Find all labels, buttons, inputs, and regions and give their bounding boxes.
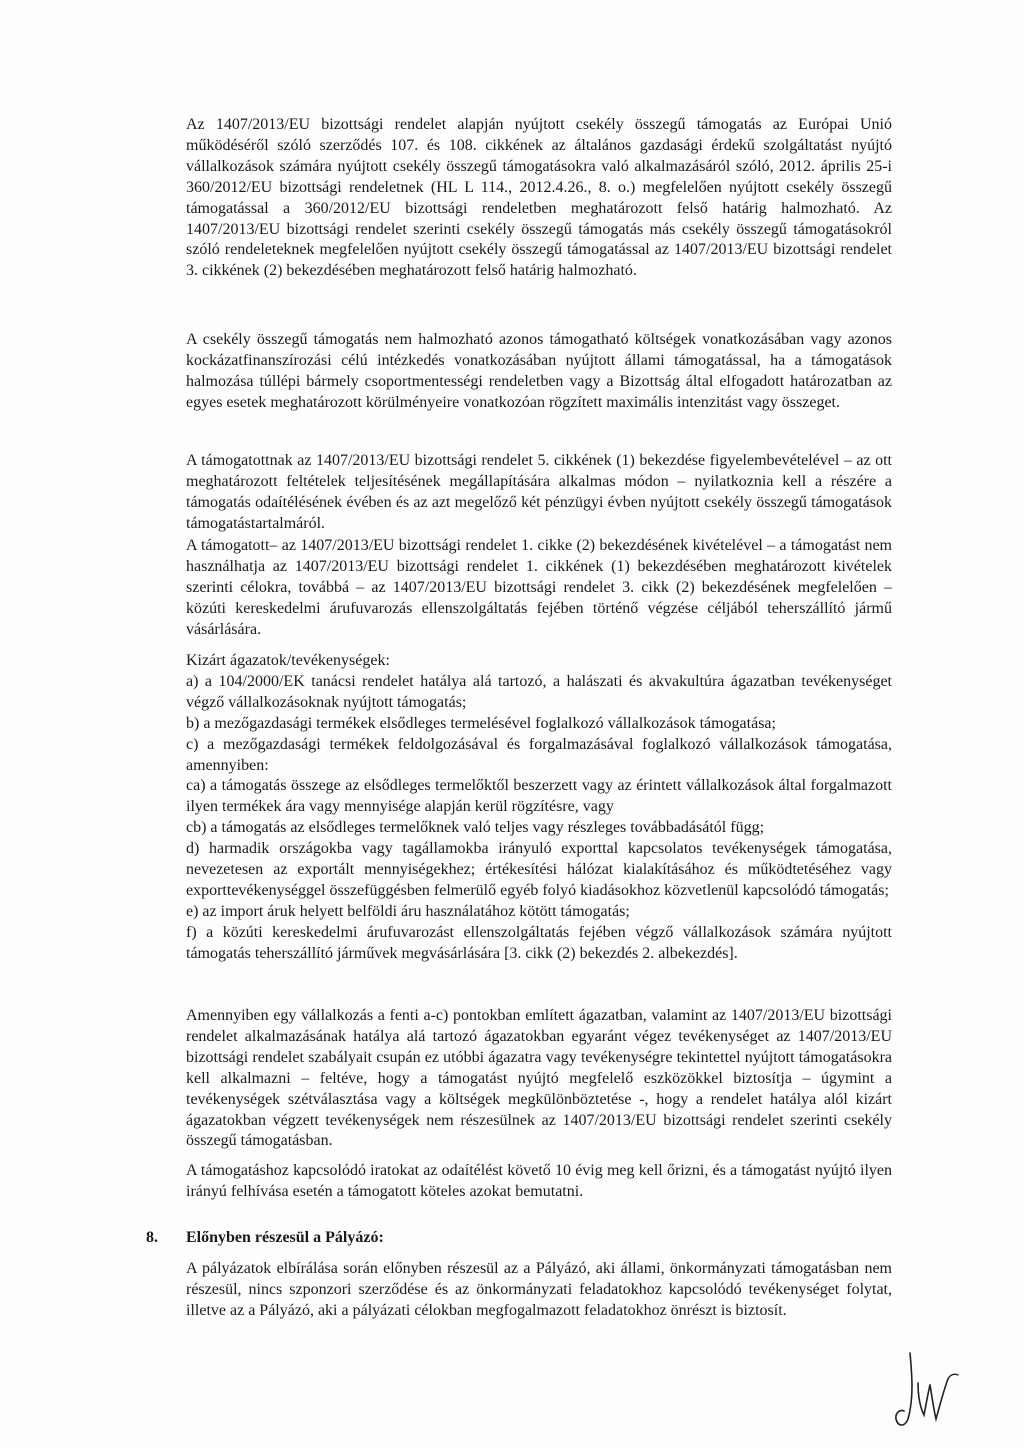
- paragraph-document-retention: A támogatáshoz kapcsolódó iratokat az odaítélést követő 10 évig meg kell őrizni, és a támogatást nyújtó ilyen irányú felhívása esetén a támogatott köteles azokat bemutatni.: [186, 1162, 892, 1200]
- exclusion-item-cb: cb) a támogatás az elsődleges termelőknek való teljes vagy részleges továbbadásától függ;: [186, 819, 765, 837]
- exclusion-item-f: f) a közúti kereskedelmi árufuvarozást ellenszolgáltatás fejében végző vállalkozások számára nyújtott támogatás teherszállító járművek megvásárlására [3. cikk (2) bekezdés 2. albekezdés].: [186, 923, 892, 962]
- section-8-heading: [146, 1227, 384, 1248]
- exclusions-list: [186, 651, 892, 965]
- exclusion-item-c: c) a mezőgazdasági termékek feldolgozásával és forgalmazásával foglalkozó vállalkozások támogatása, amennyiben:: [186, 735, 892, 774]
- exclusion-item-d: d) harmadik országokba vagy tagállamokba irányuló exporttal kapcsolatos tevékenységek támogatása, nevezetesen az exportált mennyiségekhez; értékesítési hálózat kialakításához és működtetéséhez vagy exporttevékenységgel összefüggésben felmerülő egyéb folyó kiadásokhoz közvetlenül kapcsolódó támogatás;: [186, 840, 892, 899]
- exclusion-item-ca: ca) a támogatás összege az elsődleges termelőktől beszerzett vagy az érintett vállalkozások által forgalmazott ilyen termékek ára vagy mennyisége alapján kerül rögzítésre, vagy: [186, 777, 892, 816]
- exclusion-item-e: e) az import áruk helyett belföldi áru használatához kötött támogatás;: [186, 902, 630, 920]
- handwritten-signature: [888, 1335, 968, 1435]
- exclusions-title: Kizárt ágazatok/tevékenységek:: [186, 652, 390, 669]
- paragraph-no-cumulation: A csekély összegű támogatás nem halmozható azonos támogatható költségek vonatkozásában vagy azonos kockázatfinanszírozási célú intézkedés vonatkozásában nyújtott állami támogatással, ha a támogatások halmozása túllépi bármely csoportmentességi rendeletben vagy a Bizottság által elfogadott határozatban az egyes esetek meghatározott körülményeire vonatkozóan rögzített maximális intenzitást vagy összeget.: [186, 331, 892, 411]
- section-8-text: A pályázatok elbírálása során előnyben részesül az a Pályázó, aki állami, önkormányzati támogatásban nem részesül, nincs szponzori szerződése és az önkormányzati feladatokhoz kapcsolódó tevékenységet folytat, illetve az a Pályázó, aki a pályázati célokban megfogalmazott feladatokhoz önrészt is biztosít.: [186, 1260, 892, 1319]
- exclusion-item-a: a) a 104/2000/EK tanácsi rendelet hatálya alá tartozó, a halászati és akvakultúra ágazatban tevékenységet végző vállalkozásoknak nyújtott támogatás;: [186, 672, 892, 711]
- section-8-title: Előnyben részesül a Pályázó:: [186, 1229, 384, 1246]
- paragraph-restrictions: A támogatott– az 1407/2013/EU bizottsági rendelet 1. cikke (2) bekezdésének kivételével – a támogatást nem használhatja az 1407/2013/EU bizottsági rendelet 1. cikkének (1) bekezdésében meghatározott kivételek szerinti célokra, továbbá – az 1407/2013/EU bizottsági rendelet 3. cikk (2) bekezdésének megfelelően – közúti kereskedelmi árufuvarozás ellenszolgáltatás fejében történő végzése céljából teherszállító jármű vásárlására.: [186, 537, 892, 638]
- paragraph-mixed-activities: Amennyiben egy vállalkozás a fenti a-c) pontokban említett ágazatban, valamint az 1407/2013/EU bizottsági rendelet alkalmazásának hatálya alá tartozó ágazatokban egyaránt végez tevékenységet az 1407/2013/EU bizottsági rendelet szabályait csupán ez utóbbi ágazatra vagy tevékenységre tekintettel nyújtott támogatásokra kell alkalmazni – feltéve, hogy a támogatást nyújtó megfelelő eszközökkel biztosítja – úgymint a tevékenységek szétválasztása vagy a költségek megkülönböztetése -, hogy a rendelet hatálya alól kizárt ágazatokban végzett tevékenységek nem részesülnek az 1407/2013/EU bizottsági rendelet szerinti csekély összegű támogatásban.: [186, 1007, 892, 1150]
- paragraph-cumulation: Az 1407/2013/EU bizottsági rendelet alapján nyújtott csekély összegű támogatás az Európai Unió működéséről szóló szerződés 107. és 108. cikkének az általános gazdasági érdekű szolgáltatást nyújtó vállalkozások számára nyújtott csekély összegű támogatásokra való alkalmazásáról szóló, 2012. április 25-i 360/2012/EU bizottsági rendeletnek (HL L 114., 2012.4.26., 8. o.) megfelelően nyújtott csekély összegű támogatással a 360/2012/EU bizottsági rendeletben meghatározott felső határig halmozható. Az 1407/2013/EU bizottsági rendelet szerinti csekély összegű támogatás más csekély összegű támogatásokról szóló rendeleteknek megfelelően nyújtott csekély összegű támogatással az 1407/2013/EU bizottsági rendelet 3. cikkének (2) bekezdésében meghatározott felső határig halmozható.: [186, 116, 892, 280]
- paragraph-declaration: A támogatottnak az 1407/2013/EU bizottsági rendelet 5. cikkének (1) bekezdése figyelembevételével – az ott meghatározott feltételek teljesítésének megállapítására alkalmas módon – nyilatkoznia kell a részére a támogatás odaítélésének évében és az azt megelőző két pénzügyi évben nyújtott csekély összegű támogatások támogatástartalmáról.: [186, 452, 892, 532]
- exclusion-item-b: b) a mezőgazdasági termékek elsődleges termelésével foglalkozó vállalkozások támogatása;: [186, 714, 776, 732]
- section-8-number: 8.: [146, 1229, 158, 1246]
